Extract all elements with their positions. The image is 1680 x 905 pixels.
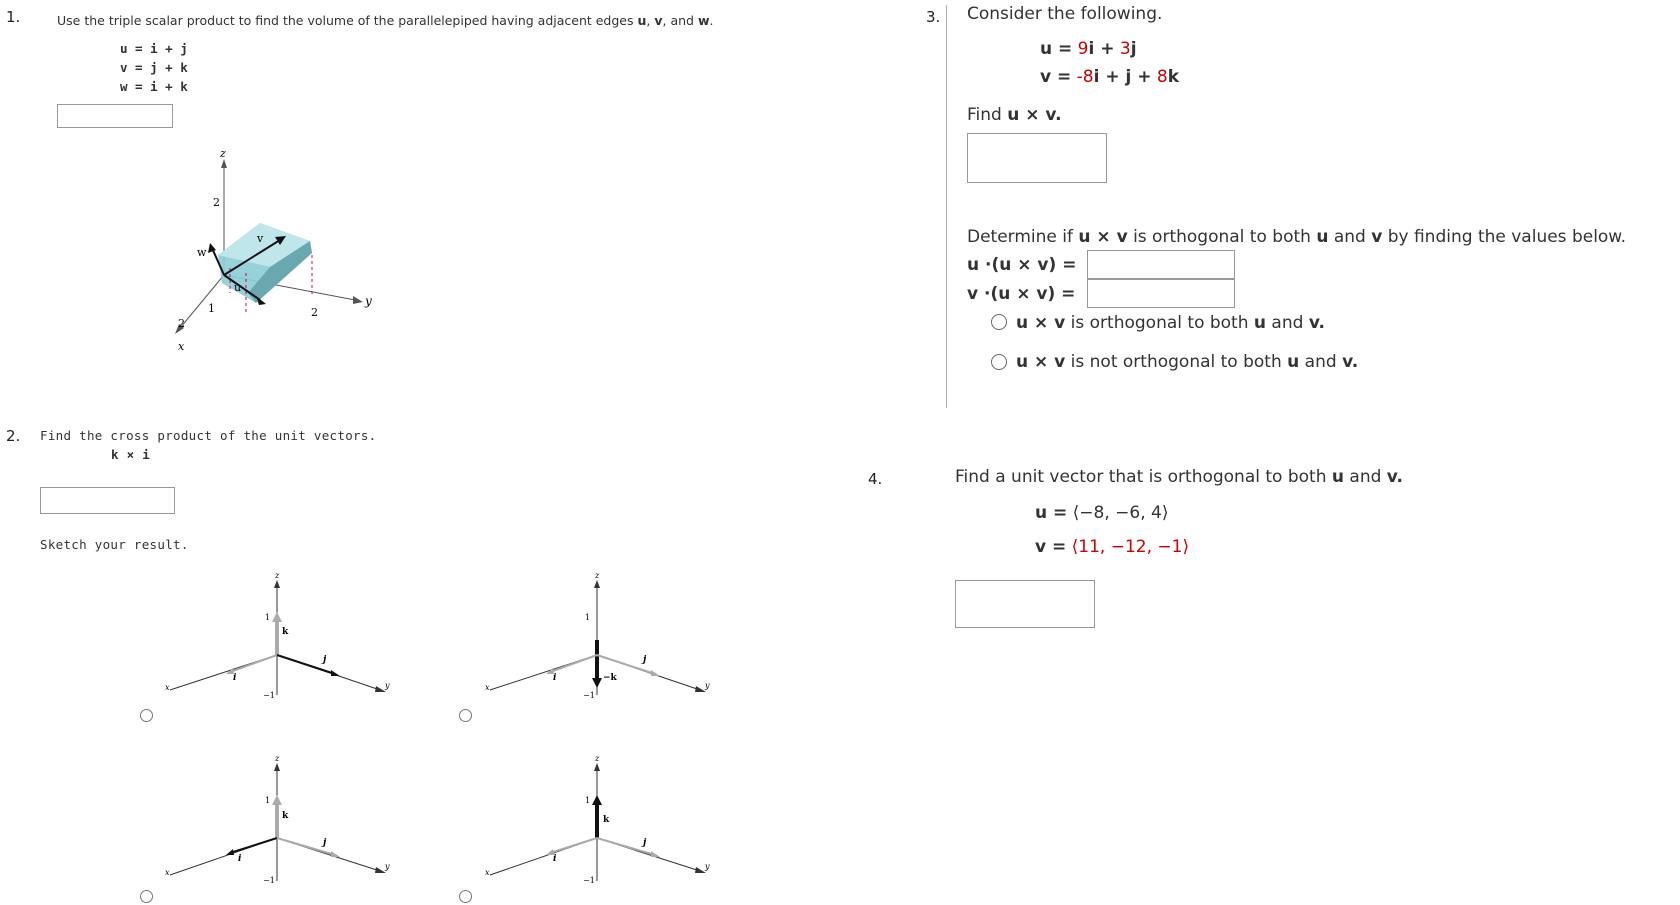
- svg-text:1: 1: [265, 796, 271, 805]
- q3-orthogonal-radio[interactable]: [991, 314, 1007, 330]
- q1-eq-w: w = i + k: [120, 79, 188, 94]
- svg-text:x: x: [165, 683, 170, 692]
- svg-text:j: j: [643, 655, 647, 665]
- svg-text:1: 1: [585, 796, 591, 805]
- svg-text:i: i: [553, 673, 557, 683]
- svg-text:−k: −k: [603, 673, 617, 683]
- svg-text:k: k: [282, 627, 289, 637]
- q2-number: 2.: [6, 427, 21, 445]
- svg-text:y: y: [385, 681, 390, 690]
- q3-not-orthogonal-option: u × v is not orthogonal to both u and v.: [1016, 352, 1359, 372]
- q3-v-definition: v = -8i + j + 8k: [1040, 67, 1180, 87]
- q2-option-c-radio[interactable]: [140, 890, 153, 903]
- svg-text:z: z: [595, 754, 600, 763]
- q1-answer-input[interactable]: [57, 104, 173, 128]
- svg-text:−1: −1: [263, 876, 275, 885]
- q2-option-a-radio[interactable]: [140, 709, 153, 722]
- q3-u-definition: u = 9i + 3j: [1040, 39, 1137, 59]
- svg-text:z: z: [275, 754, 280, 763]
- svg-text:1: 1: [265, 613, 271, 622]
- q2-sketch-label: Sketch your result.: [40, 537, 189, 552]
- q3-dot-u-label: u ·(u × v) =: [967, 255, 1077, 275]
- q3-orthogonal-option: u × v is orthogonal to both u and v.: [1016, 313, 1325, 333]
- q3-dot-v-label: v ·(u × v) =: [967, 284, 1076, 304]
- q1-v-label: v: [257, 232, 264, 245]
- svg-text:j: j: [323, 838, 327, 848]
- svg-text:i: i: [233, 673, 237, 683]
- q1-number: 1.: [6, 8, 21, 26]
- q2-prompt: Find the cross product of the unit vectors.: [40, 428, 377, 443]
- q1-eq-v: v = j + k: [120, 60, 188, 75]
- svg-text:x: x: [485, 683, 490, 692]
- svg-text:x: x: [485, 868, 490, 877]
- svg-text:z: z: [595, 571, 600, 580]
- q4-u-definition: u = ⟨−8, −6, 4⟩: [1035, 503, 1169, 523]
- svg-text:k: k: [603, 815, 610, 825]
- q4-answer-input[interactable]: [955, 580, 1095, 628]
- svg-text:k: k: [282, 811, 289, 821]
- q3-not-orthogonal-radio[interactable]: [991, 354, 1007, 370]
- svg-text:z: z: [275, 571, 280, 580]
- q1-z-label: z: [220, 147, 226, 160]
- q1-prompt: Use the triple scalar product to find the volume of the parallelepiped having adjacent edges u, v, and w.: [57, 13, 714, 28]
- q2-option-c-figure: [160, 754, 400, 888]
- svg-text:j: j: [643, 838, 647, 848]
- svg-text:1: 1: [585, 613, 591, 622]
- q1-u-label: u: [234, 281, 242, 294]
- q3-number: 3.: [926, 8, 941, 26]
- q2-option-b-figure: [480, 571, 720, 700]
- q2-answer-input[interactable]: [40, 487, 175, 514]
- svg-text:y: y: [385, 862, 390, 871]
- q2-option-b-radio[interactable]: [459, 709, 472, 722]
- svg-text:−1: −1: [263, 691, 275, 700]
- q1-w-label: w: [197, 246, 207, 259]
- q3-divider: [946, 5, 947, 408]
- q3-dot-u-input[interactable]: [1087, 250, 1235, 279]
- q4-prompt: Find a unit vector that is orthogonal to both u and v.: [955, 467, 1403, 487]
- q2-expression: k × i: [111, 447, 151, 462]
- q3-determine-prompt: Determine if u × v is orthogonal to both u and v by finding the values below.: [967, 227, 1627, 247]
- svg-text:i: i: [553, 854, 557, 864]
- q1-tick-2x: 2: [178, 317, 185, 330]
- q4-number: 4.: [868, 470, 883, 488]
- q3-dot-v-input[interactable]: [1087, 279, 1235, 308]
- q1-tick-1x: 1: [208, 302, 215, 315]
- q2-option-a-figure: [160, 571, 400, 700]
- q1-tick-2y: 2: [311, 306, 318, 319]
- q2-option-d-radio[interactable]: [459, 890, 472, 903]
- q3-find-prompt: Find u × v.: [967, 105, 1062, 125]
- svg-text:i: i: [238, 854, 242, 864]
- q1-tick-2z: 2: [213, 196, 220, 209]
- q1-x-label: x: [178, 340, 185, 353]
- q1-eq-u: u = i + j: [120, 41, 188, 56]
- q1-parallelepiped-figure: [160, 145, 380, 360]
- q2-option-d-figure: [480, 754, 720, 888]
- q3-cross-product-input[interactable]: [967, 133, 1107, 183]
- svg-text:y: y: [705, 681, 710, 690]
- q4-v-definition: v = ⟨11, −12, −1⟩: [1035, 537, 1190, 557]
- svg-text:−1: −1: [583, 876, 595, 885]
- q1-y-label: y: [365, 294, 372, 308]
- svg-text:y: y: [705, 862, 710, 871]
- svg-text:j: j: [323, 655, 327, 665]
- svg-text:−1: −1: [583, 691, 595, 700]
- svg-text:x: x: [165, 868, 170, 877]
- q3-intro: Consider the following.: [967, 4, 1163, 24]
